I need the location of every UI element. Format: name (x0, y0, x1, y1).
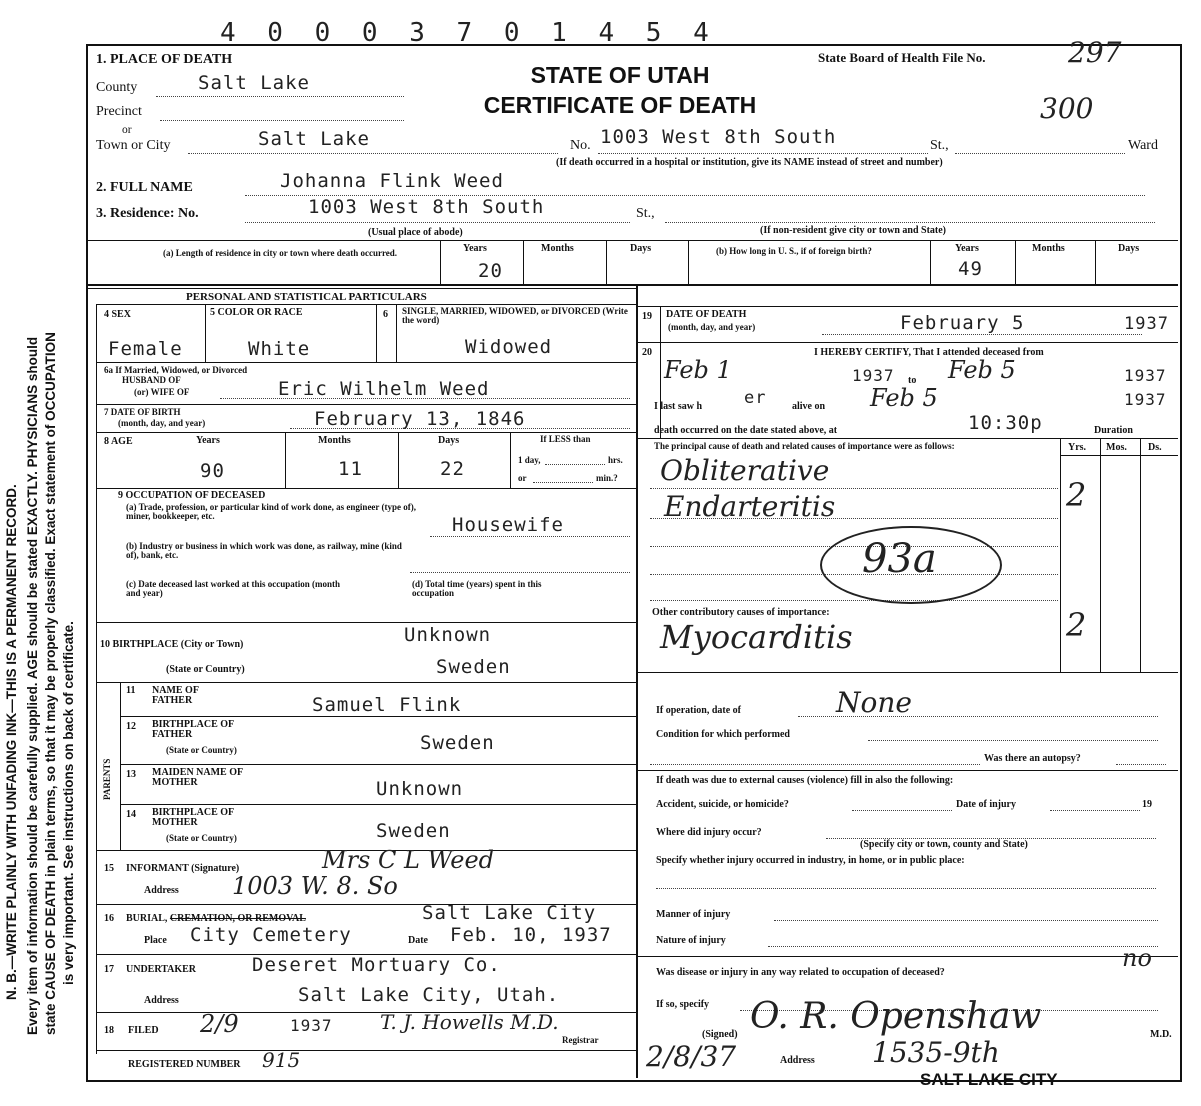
dod-label-2: (month, day, and year) (668, 322, 756, 332)
nature-label: Nature of injury (656, 935, 726, 946)
husband-value: Eric Wilhelm Weed (278, 378, 490, 400)
serial-number: 4 0 0 0 3 7 0 1 4 5 4 (220, 18, 717, 48)
birthplace-country: Sweden (436, 656, 511, 678)
birthplace-city: Unknown (404, 624, 492, 646)
father-num: 11 (126, 685, 136, 696)
burial-label-text: BURIAL, (126, 913, 170, 924)
husband-label-2: HUSBAND OF (122, 375, 181, 385)
specify-city-label: (Specify city or town, county and State) (860, 839, 1028, 850)
status-value: Widowed (465, 336, 553, 358)
status-num: 6 (383, 309, 388, 320)
occupation-a: (a) Trade, profession, or particular kind of work done, as engineer (type of), miner, bookkeeper, etc. (126, 502, 416, 521)
physician-address: 1535-9th (872, 1036, 1000, 1069)
age-months-value: 11 (338, 458, 363, 480)
burial-date-value: Feb. 10, 1937 (450, 924, 612, 946)
age-years-label: Years (196, 435, 220, 446)
undertaker-address-label: Address (144, 995, 179, 1006)
burial-date-label: Date (408, 935, 428, 946)
duration-label: Duration (1094, 425, 1133, 436)
physician-signature: O. R. Openshaw (750, 996, 1042, 1037)
hrs-label: hrs. (608, 455, 623, 465)
town-label: Town or City (96, 138, 171, 153)
a-years-value: 20 (478, 260, 503, 282)
county-label: County (96, 80, 138, 95)
place-title: 1. PLACE OF DEATH (96, 52, 233, 67)
death-occurred-label: death occurred on the date stated above, at (654, 425, 838, 436)
sex-value: Female (108, 338, 183, 360)
accident-label: Accident, suicide, or homicide? (656, 799, 789, 810)
mother-bp-value: Sweden (376, 820, 451, 842)
father-value: Samuel Flink (312, 694, 462, 716)
father-bp-value: Sweden (420, 732, 495, 754)
ward-label: Ward (1128, 138, 1158, 153)
where-injury-label: Where did injury occur? (656, 827, 762, 838)
death-time: 10:30p (968, 412, 1043, 434)
registrar-label: Registrar (562, 1035, 599, 1045)
residence-value: 1003 West 8th South (308, 196, 545, 218)
father-bp-num: 12 (126, 721, 136, 732)
less-label: If LESS than (540, 434, 591, 444)
husband-label-1: 6a If Married, Widowed, or Divorced (104, 365, 248, 375)
birthplace-label: 10 BIRTHPLACE (City or Town) (100, 639, 244, 650)
signed-label: (Signed) (702, 1029, 738, 1040)
sex-label: 4 SEX (104, 309, 131, 320)
street-no-label: No. (570, 138, 591, 153)
dob-label-1: 7 DATE OF BIRTH (104, 407, 181, 417)
occupation-c: (c) Date deceased last worked at this occupation (month and year) (126, 579, 340, 598)
disease-question: Was disease or injury in any way related to occupation of deceased? (656, 967, 945, 978)
side-note-3: state CAUSE OF DEATH in plain terms, so that it may be properly classified. Exact statement of OCCUPATION (43, 332, 58, 1035)
city-stamp: SALT LAKE CITY (920, 1070, 1058, 1089)
attended-from: Feb 1 (664, 356, 732, 384)
street-value: 1003 West 8th South (600, 126, 837, 148)
b-days-label: Days (1118, 243, 1140, 254)
other-causes-label: Other contributory causes of importance: (652, 607, 830, 618)
ds-label: Ds. (1148, 442, 1162, 453)
side-note-2: Every item of information should be carefully supplied. AGE should be stated EXACTLY. PHYSICIANS should (25, 336, 40, 1035)
dod-value: February 5 (900, 312, 1025, 334)
undertaker-value: Deseret Mortuary Co. (252, 954, 501, 976)
other-cause: Myocarditis (660, 618, 853, 656)
st-label: St., (930, 138, 949, 153)
age-years-value: 90 (200, 460, 225, 482)
date-injury-label: Date of injury (956, 799, 1016, 810)
dob-value: February 13, 1846 (314, 408, 526, 430)
occupation-value: Housewife (452, 514, 564, 536)
cause-code: 93a (862, 536, 937, 582)
file-number: 297 (1068, 36, 1122, 69)
mother-num: 13 (126, 769, 136, 780)
mother-value: Unknown (376, 778, 464, 800)
md-label: M.D. (1150, 1029, 1172, 1040)
informant-label: INFORMANT (Signature) (126, 863, 240, 874)
a-months-label: Months (541, 243, 574, 254)
specify-industry-label: Specify whether injury occurred in industry, in home, or in public place: (656, 855, 965, 866)
filed-year: 1937 (290, 1016, 333, 1035)
father-bp-label: BIRTHPLACE OF FATHER (152, 719, 234, 740)
autopsy-label: Was there an autopsy? (984, 753, 1081, 764)
father-bp-state: (State or Country) (166, 745, 237, 755)
filed-date: 2/9 (200, 1010, 239, 1038)
file-number-2: 300 (1040, 92, 1094, 125)
burial-place-label: Place (144, 935, 167, 946)
precinct-label: Precinct (96, 104, 142, 119)
min-label: min.? (596, 473, 618, 483)
physician-address-label: Address (780, 1055, 815, 1066)
filed-num: 18 (104, 1025, 114, 1036)
other-cause-duration: 2 (1066, 606, 1087, 644)
file-label: State Board of Health File No. (818, 50, 986, 65)
nonresident-note: (If non-resident give city or town and State) (760, 225, 947, 236)
side-note-4: is very important. See instructions on back of certificate. (61, 621, 76, 985)
certify-num: 20 (642, 347, 652, 358)
occupation-title: 9 OCCUPATION OF DECEASED (118, 490, 266, 501)
residence-st: St., (636, 206, 655, 221)
mother-bp-num: 14 (126, 809, 136, 820)
usual-abode: (Usual place of abode) (368, 227, 463, 238)
cremation-label: CREMATION, OR REMOVAL (169, 913, 306, 924)
last-saw-value: er (744, 388, 767, 408)
external-label: If death was due to external causes (violence) fill in also the following: (656, 775, 954, 786)
side-note-1: N. B.—WRITE PLAINLY WITH UNFADING INK—THIS IS A PERMANENT RECORD. (4, 484, 19, 1000)
regnum-value: 915 (262, 1048, 301, 1072)
residence-label: 3. Residence: No. (96, 206, 199, 221)
state-title: STATE OF UTAH (530, 62, 710, 88)
father-label: NAME OF FATHER (152, 685, 199, 706)
mother-bp-state: (State or Country) (166, 833, 237, 843)
hospital-note: (If death occurred in a hospital or institution, give its NAME instead of street and number) (556, 157, 943, 168)
informant-address-label: Address (144, 885, 179, 896)
dod-num: 19 (642, 311, 652, 322)
or-min-label: or (518, 473, 527, 483)
condition-label: Condition for which performed (656, 729, 790, 740)
residence-a-label: (a) Length of residence in city or town where death occurred. (162, 248, 398, 258)
informant-num: 15 (104, 863, 114, 874)
dod-label-1: DATE OF DEATH (666, 309, 747, 320)
certify-text: I HEREBY CERTIFY, That I attended deceased from (814, 347, 1044, 358)
attended-from-year: 1937 (852, 366, 895, 385)
b-years-value: 49 (958, 258, 983, 280)
last-saw-label: I last saw h (654, 401, 703, 412)
birthplace-state-label: (State or Country) (166, 664, 245, 675)
occupation-d: (d) Total time (years) spent in this occupation (412, 579, 542, 598)
cause-2: Endarteritis (664, 490, 836, 523)
operation-label: If operation, date of (656, 705, 741, 716)
residence-b-label: (b) How long in U. S., if of foreign birth? (716, 246, 872, 256)
age-months-label: Months (318, 435, 351, 446)
b-months-label: Months (1032, 243, 1065, 254)
color-value: White (248, 338, 311, 360)
signature-date: 2/8/37 (646, 1040, 737, 1073)
b-years-label: Years (955, 243, 979, 254)
dod-year: 1937 (1124, 314, 1169, 334)
full-name-value: Johanna Flink Weed (280, 170, 504, 192)
town-value: Salt Lake (258, 128, 370, 150)
informant-signature: Mrs C L Weed (322, 846, 495, 874)
cause-1: Obliterative (660, 454, 830, 487)
injury-19-label: 19 (1142, 799, 1152, 810)
a-days-label: Days (630, 243, 652, 254)
filed-label: FILED (128, 1025, 159, 1036)
full-name-label: 2. FULL NAME (96, 180, 193, 195)
mos-label: Mos. (1106, 442, 1127, 453)
mother-bp-label: BIRTHPLACE OF MOTHER (152, 807, 234, 828)
county-value: Salt Lake (198, 72, 310, 94)
burial-num: 16 (104, 913, 114, 924)
color-label: 5 COLOR OR RACE (210, 307, 303, 318)
attended-to-year: 1937 (1124, 366, 1167, 385)
status-label: SINGLE, MARRIED, WIDOWED, or DIVORCED (Write the word) (402, 306, 628, 325)
age-days-value: 22 (440, 458, 465, 480)
undertaker-num: 17 (104, 964, 114, 975)
burial-value: Salt Lake City (422, 902, 597, 924)
registrar-signature: T. J. Howells M.D. (380, 1010, 559, 1034)
disease-answer: no (1122, 944, 1152, 972)
yrs-label: Yrs. (1068, 442, 1087, 453)
to-label: to (908, 375, 917, 386)
occupation-b: (b) Industry or business in which work was done, as railway, mine (kind of), bank, etc. (126, 541, 402, 560)
age-label: 8 AGE (104, 436, 133, 447)
dob-label-2: (month, day, and year) (118, 418, 206, 428)
burial-label (126, 914, 306, 924)
undertaker-label: UNDERTAKER (126, 964, 197, 975)
personal-header: PERSONAL AND STATISTICAL PARTICULARS (186, 291, 427, 303)
if-so-label: If so, specify (656, 999, 710, 1010)
certificate-title: CERTIFICATE OF DEATH (483, 92, 757, 118)
or-label: or (122, 124, 132, 136)
mother-label: MAIDEN NAME OF MOTHER (152, 767, 243, 788)
operation-value: None (836, 686, 912, 719)
informant-address: 1003 W. 8. So (232, 872, 398, 900)
alive-on-year: 1937 (1124, 390, 1167, 409)
alive-on-value: Feb 5 (870, 384, 938, 412)
day-label: 1 day, (518, 455, 541, 465)
a-years-label: Years (463, 243, 487, 254)
attended-to: Feb 5 (948, 356, 1016, 384)
regnum-label: REGISTERED NUMBER (128, 1059, 241, 1070)
principal-cause-label: The principal cause of death and related causes of importance were as follows: (654, 441, 955, 451)
undertaker-address: Salt Lake City, Utah. (298, 984, 560, 1006)
cause-duration: 2 (1066, 476, 1087, 514)
alive-on-label: alive on (792, 401, 826, 412)
age-days-label: Days (438, 435, 460, 446)
manner-label: Manner of injury (656, 909, 731, 920)
husband-label-3: (or) WIFE OF (134, 387, 190, 397)
parents-label: PARENTS (102, 758, 112, 800)
burial-place-value: City Cemetery (190, 924, 352, 946)
